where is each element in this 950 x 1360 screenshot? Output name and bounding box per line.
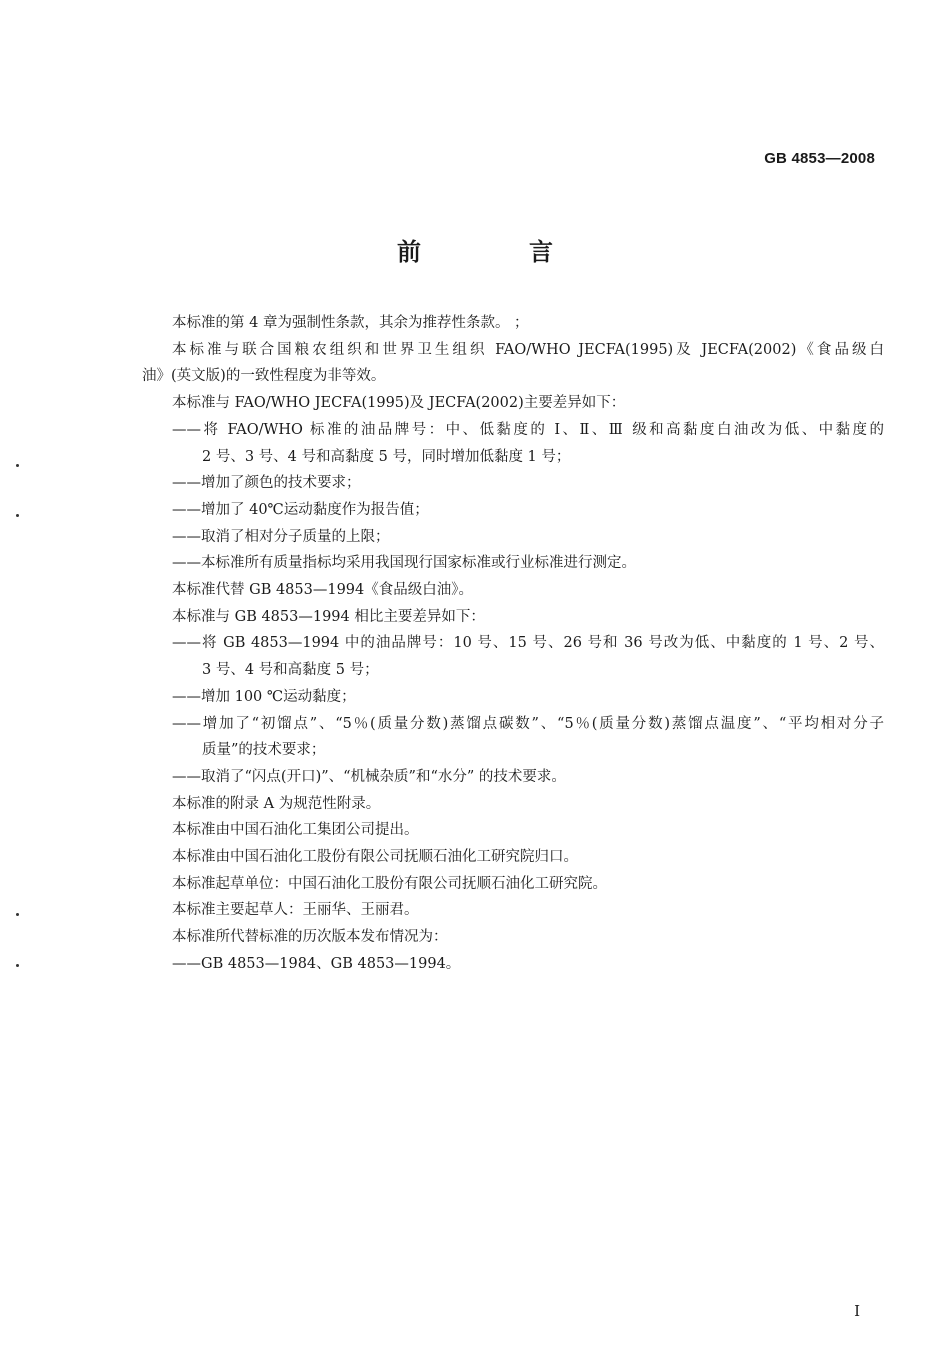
list-item [172, 764, 884, 791]
standard-code: GB 4853—2008 [764, 150, 875, 167]
list-item [172, 684, 884, 711]
paragraph-line: 本标准与联合国粮农组织和世界卫生组织 FAO/WHO JECFA(1995)及 JECFA(2002)《食品级白 [172, 341, 884, 358]
paragraph-history-versions: ——GB 4853—1984、GB 4853—1994。 [172, 955, 461, 972]
paragraph-appendix: 本标准的附录 A 为规范性附录。 [172, 795, 381, 812]
list-item [172, 550, 884, 577]
scan-speck [16, 464, 19, 467]
list-item-line: ——增加了 40℃运动黏度作为报告值； [172, 501, 429, 518]
list-item-line: ——增加 100 ℃运动黏度； [172, 688, 356, 705]
list-item [172, 417, 884, 470]
list-item-line: ——增加了颜色的技术要求； [172, 475, 361, 492]
list-item [172, 497, 884, 524]
paragraph-drafters: 本标准主要起草人：王丽华、王丽君。 [172, 902, 419, 919]
page-title: 前 言 [397, 238, 595, 266]
scan-speck [16, 964, 19, 967]
list-item-line: ——将 FAO/WHO 标准的油品牌号：中、低黏度的 Ⅰ、Ⅱ、Ⅲ 级和高黏度白油改为低、中黏度的 [172, 421, 884, 438]
list-item-line: 2 号、3 号、4 号和高黏度 5 号，同时增加低黏度 1 号； [202, 448, 571, 465]
paragraph-consistency [142, 337, 884, 390]
paragraph-history: 本标准所代替标准的历次版本发布情况为： [172, 929, 448, 946]
list-item-line: ——取消了“闪点(开口)”、“机械杂质”和“水分” 的技术要求。 [172, 768, 566, 785]
list-item [172, 630, 884, 683]
list-item-line: ——将 GB 4853—1994 中的油品牌号：10 号、15 号、26 号和 36 号改为低、中黏度的 1 号、2 号、 [172, 635, 884, 652]
scan-speck [16, 913, 19, 916]
paragraph-drafting-unit: 本标准起草单位：中国石油化工股份有限公司抚顺石油化工研究院。 [172, 875, 607, 892]
paragraph-gb-differences: 本标准与 GB 4853—1994 相比主要差异如下： [172, 608, 485, 625]
list-item-line: ——增加了“初馏点”、“5％(质量分数)蒸馏点碳数”、“5％(质量分数)蒸馏点温度”、“平均相对分子 [172, 715, 884, 732]
paragraph-mandatory-clause: 本标准的第 4 章为强制性条款，其余为推荐性条款。 ； [172, 315, 529, 331]
paragraph-line: 油》(英文版)的一致性程度为非等效。 [142, 368, 386, 385]
list-item [172, 470, 884, 497]
paragraph-jecfa-differences: 本标准与 FAO/WHO JECFA(1995)及 JECFA(2002)主要差异如下： [172, 395, 626, 412]
list-item [172, 711, 884, 764]
paragraph-proposer: 本标准由中国石油化工集团公司提出。 [172, 822, 419, 839]
list-item [172, 524, 884, 551]
scan-speck [16, 514, 19, 517]
list-item-line: 3 号、4 号和高黏度 5 号； [202, 662, 379, 679]
page-number: I [854, 1302, 860, 1320]
document-body [142, 310, 884, 978]
list-item-line: 质量”的技术要求； [202, 742, 326, 759]
paragraph-administrator: 本标准由中国石油化工股份有限公司抚顺石油化工研究院归口。 [172, 849, 578, 866]
list-item-line: ——取消了相对分子质量的上限； [172, 528, 390, 545]
list-item-line: ——本标准所有质量指标均采用我国现行国家标准或行业标准进行测定。 [172, 555, 636, 572]
paragraph-replaces: 本标准代替 GB 4853—1994《食品级白油》。 [172, 582, 474, 599]
